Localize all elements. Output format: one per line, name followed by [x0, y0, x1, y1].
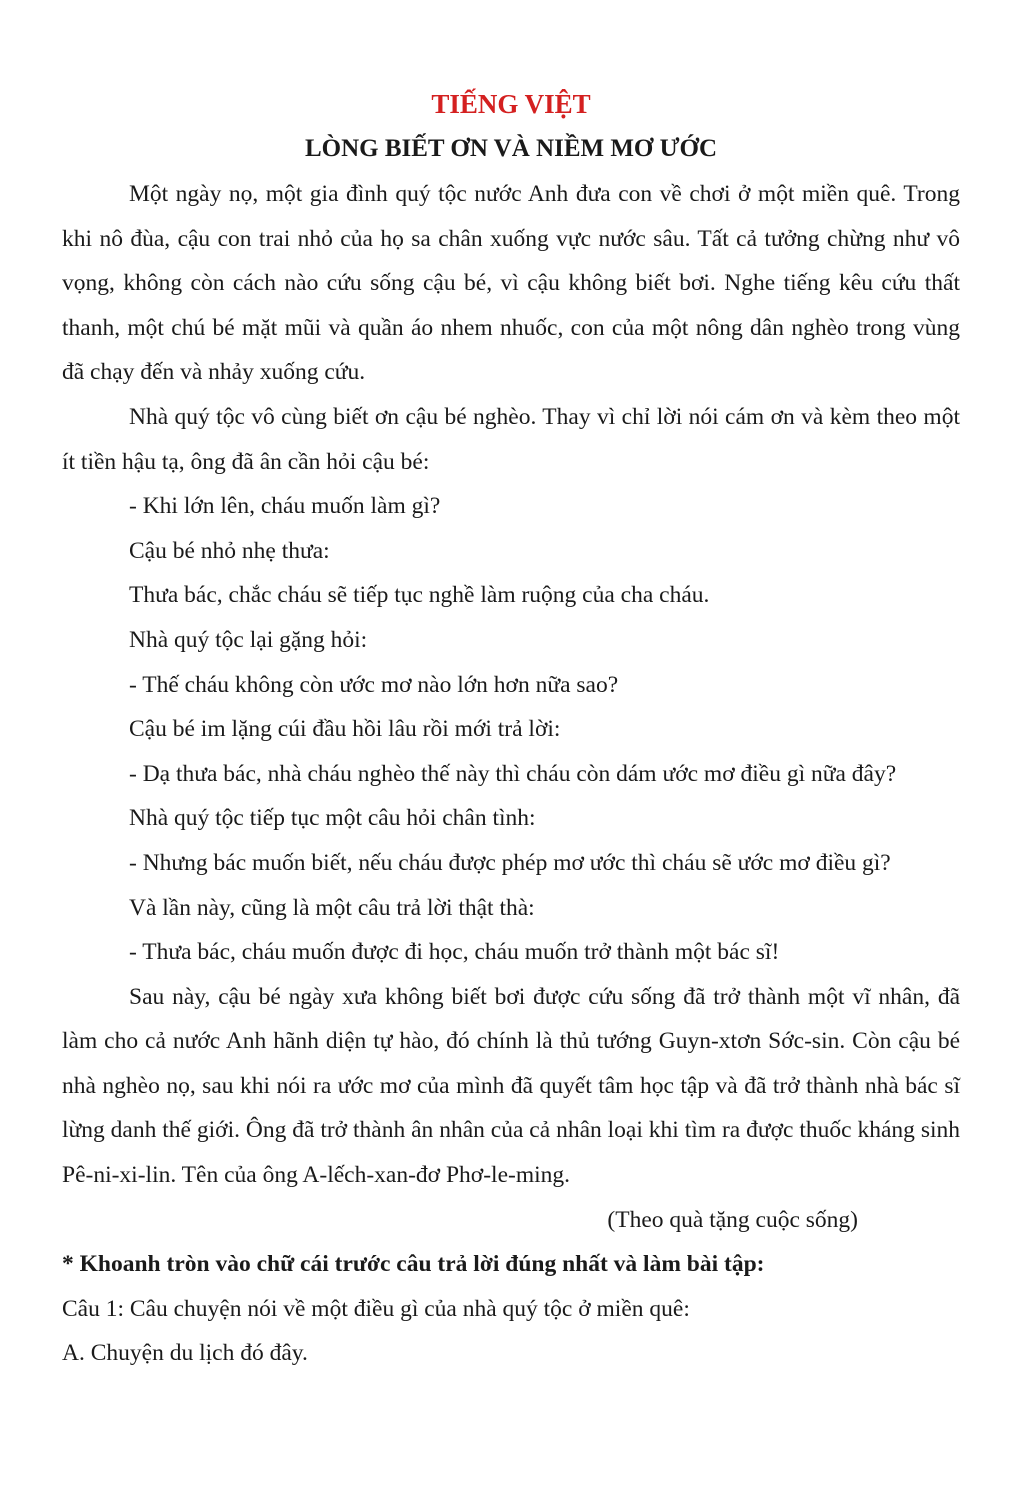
- dialogue-line: Nhà quý tộc tiếp tục một câu hỏi chân tình:: [129, 805, 536, 832]
- dialogue-line: Nhà quý tộc lại gặng hỏi:: [129, 626, 368, 653]
- story-source: (Theo quà tặng cuộc sống): [607, 1206, 858, 1233]
- dialogue-line: - Thưa bác, cháu muốn được đi học, cháu muốn trở thành một bác sĩ!: [129, 939, 780, 966]
- story-title: LÒNG BIẾT ƠN VÀ NIỀM MƠ ƯỚC: [304, 135, 718, 162]
- dialogue-line: Cậu bé nhỏ nhẹ thưa:: [129, 537, 330, 564]
- subject-heading: TIẾNG VIỆT: [431, 89, 591, 119]
- dialogue-line: - Dạ thưa bác, nhà cháu nghèo thế này thì cháu còn dám ước mơ điều gì nữa đây?: [129, 760, 897, 787]
- story-paragraph-3: Sau này, cậu bé ngày xưa không biết bơi được cứu sống đã trở thành một vĩ nhân, đã làm cho cả nước Anh hãnh diện tự hào, đó chính là thủ tướng Guyn-xtơn Sớc-sin. Còn cậu bé nhà nghèo nọ, sau khi nói ra ước mơ của mình đã quyết tâm học tập và đã trở thành nhà bác sĩ lừng danh thế giới. Ông đã trở thành ân nhân của cả nhân loại khi tìm ra được thuốc kháng sinh Pê-ni-xi-lin. Tên của ông A-lếch-xan-đơ Phơ-le-ming.: [62, 983, 960, 1189]
- document-page: [62, 82, 960, 1376]
- dialogue-line: - Nhưng bác muốn biết, nếu cháu được phép mơ ước thì cháu sẽ ước mơ điều gì?: [129, 849, 891, 876]
- exercise-instruction: * Khoanh tròn vào chữ cái trước câu trả lời đúng nhất và làm bài tập:: [62, 1251, 765, 1278]
- story-paragraph-2: Nhà quý tộc vô cùng biết ơn cậu bé nghèo. Thay vì chỉ lời nói cám ơn và kèm theo một ít tiền hậu tạ, ông đã ân cần hỏi cậu bé:: [62, 403, 960, 475]
- answer-option-a: A. Chuyện du lịch đó đây.: [62, 1340, 308, 1367]
- dialogue-line: Và lần này, cũng là một câu trả lời thật thà:: [129, 894, 535, 921]
- story-paragraph-1: Một ngày nọ, một gia đình quý tộc nước Anh đưa con về chơi ở một miền quê. Trong khi nô đùa, cậu con trai nhỏ của họ sa chân xuống vực nước sâu. Tất cả tưởng chừng như vô vọng, không còn cách nào cứu sống cậu bé, vì cậu không biết bơi. Nghe tiếng kêu cứu thất thanh, một chú bé mặt mũi và quần áo nhem nhuốc, con của một nông dân nghèo trong vùng đã chạy đến và nhảy xuống cứu.: [62, 181, 960, 386]
- question-1: Câu 1: Câu chuyện nói về một điều gì của nhà quý tộc ở miền quê:: [62, 1295, 690, 1322]
- dialogue-line: Thưa bác, chắc cháu sẽ tiếp tục nghề làm ruộng của cha cháu.: [129, 582, 710, 609]
- dialogue-line: - Khi lớn lên, cháu muốn làm gì?: [129, 493, 441, 520]
- dialogue-line: - Thế cháu không còn ước mơ nào lớn hơn nữa sao?: [129, 671, 619, 698]
- dialogue-line: Cậu bé im lặng cúi đầu hồi lâu rồi mới trả lời:: [129, 716, 561, 743]
